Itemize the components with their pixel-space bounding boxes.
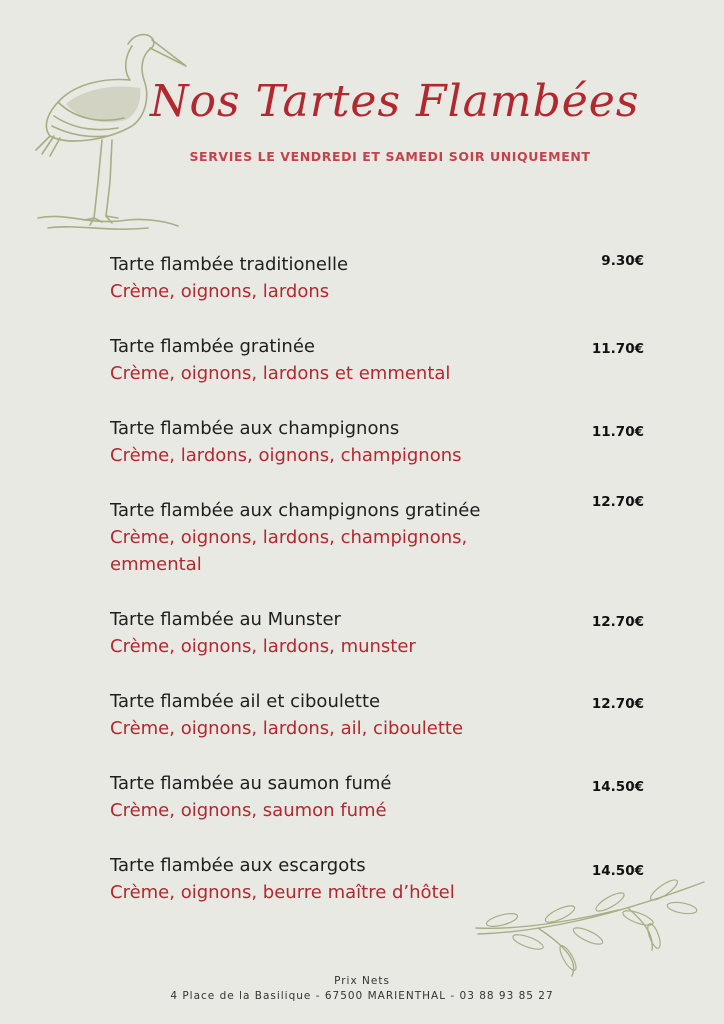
menu-item-name: Tarte flambée ail et ciboulette bbox=[110, 691, 381, 712]
menu-item bbox=[110, 415, 540, 469]
menu-item-price: 11.70€ bbox=[591, 341, 644, 357]
menu-item-price: 11.70€ bbox=[591, 424, 644, 440]
menu-item-name: Tarte flambée traditionelle bbox=[110, 254, 349, 275]
menu-item-price: 12.70€ bbox=[591, 696, 644, 712]
menu-item bbox=[110, 251, 540, 305]
menu-item-name: Tarte flambée aux escargots bbox=[110, 855, 366, 876]
menu-item-name: Tarte flambée au saumon fumé bbox=[110, 773, 392, 794]
menu-item bbox=[110, 770, 540, 824]
menu-item bbox=[110, 852, 540, 906]
menu-item-description: Crème, oignons, lardons, champignons, emmental bbox=[110, 527, 468, 575]
menu-item-description: Crème, oignons, saumon fumé bbox=[110, 800, 387, 821]
menu-item-name: Tarte flambée aux champignons bbox=[110, 418, 400, 439]
menu-item-description: Crème, oignons, beurre maître d’hôtel bbox=[110, 882, 455, 903]
menu-item-price: 14.50€ bbox=[591, 863, 644, 879]
page-title: Nos Tartes Flambées bbox=[150, 76, 640, 127]
menu-item bbox=[110, 688, 540, 742]
menu-item-description: Crème, oignons, lardons et emmental bbox=[110, 363, 451, 384]
menu-item-name: Tarte flambée aux champignons gratinée bbox=[110, 500, 481, 521]
menu-item-description: Crème, oignons, lardons, ail, ciboulette bbox=[110, 718, 464, 739]
menu-item-name: Tarte flambée gratinée bbox=[110, 336, 315, 357]
menu-item-description: Crème, oignons, lardons, munster bbox=[110, 636, 416, 657]
menu-item-price: 9.30€ bbox=[601, 253, 644, 269]
menu-item-price: 12.70€ bbox=[591, 494, 644, 510]
menu-item-description: Crème, lardons, oignons, champignons bbox=[110, 445, 462, 466]
menu-item bbox=[110, 497, 540, 578]
menu-item-name: Tarte flambée au Munster bbox=[110, 609, 341, 630]
page-subtitle: SERVIES LE VENDREDI ET SAMEDI SOIR UNIQUEMENT bbox=[189, 149, 591, 164]
menu-item-price: 14.50€ bbox=[591, 779, 644, 795]
footer-address: 4 Place de la Basilique - 67500 MARIENTHAL - 03 88 93 85 27 bbox=[170, 990, 554, 1002]
stork-illustration-icon bbox=[28, 22, 198, 237]
menu-item bbox=[110, 606, 540, 660]
menu-item-price: 12.70€ bbox=[591, 614, 644, 630]
footer-note: Prix Nets bbox=[334, 975, 390, 987]
menu-item-description: Crème, oignons, lardons bbox=[110, 281, 330, 302]
menu-item bbox=[110, 333, 540, 387]
